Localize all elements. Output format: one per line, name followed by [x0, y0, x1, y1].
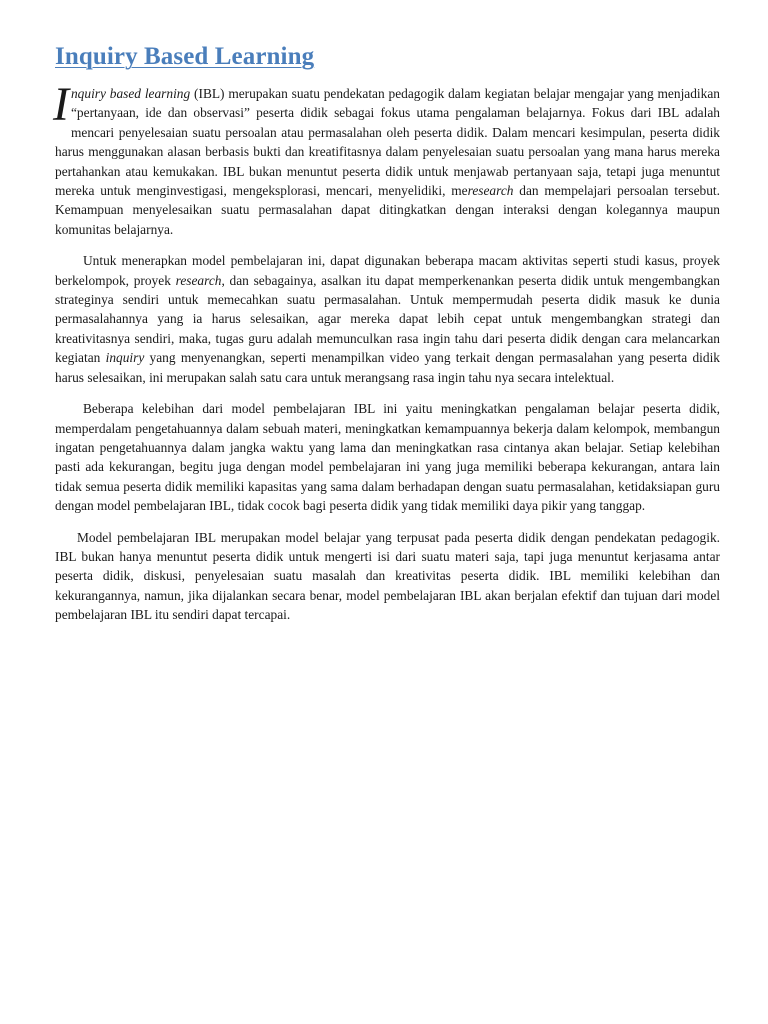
- italic-term-inquiry-based-learning: nquiry based learning: [70, 86, 191, 101]
- paragraph-3-text: Beberapa kelebihan dari model pembelajaran IBL ini yaitu meningkatkan pengalaman belajar peserta didik, memperdalam pengetahuannya dalam sebuah materi, meningkatkan kemampuannya bekerja dalam kelompok, membangun ingatan pengetahuannya dalam jangka waktu yang lama dan meningkatkan rasa cintanya akan belajar. Setiap kelebihan pasti ada kekurangan, begitu juga dengan model pembelajaran ini yang juga memiliki beberapa kekurangan, antara lain tidak semua peserta didik memiliki kapasitas yang sama dalam berhadapan dengan suatu permasalahan, ketidaksiapan guru dengan model pembelajaran IBL, tidak cocok bagi peserta didik yang tidak memiliki daya pikir yang tanggap.: [55, 401, 720, 514]
- paragraph-4-text: Model pembelajaran IBL merupakan model belajar yang terpusat pada peserta didik dengan pendekatan pedagogik. IBL bukan hanya menuntut peserta didik untuk mengerti isi dari suatu materi saja, tapi juga menuntut kerjasama antar peserta didik, diskusi, penyelesaian suatu masalah dan kreativitas peserta didik. IBL memiliki kelebihan dan kekurangannya, namun, jika dijalankan secara benar, model pembelajaran IBL akan berjalan efektif dan tujuan dari model pembelajaran IBL itu sendiri dapat tercapai.: [55, 529, 720, 623]
- document-page: [55, 42, 720, 637]
- page-title: Inquiry Based Learning: [55, 43, 315, 70]
- italic-term-inquiry: inquiry: [105, 350, 145, 366]
- paragraph-2-text-a: Untuk menerapkan model pembelajaran ini, dapat digunakan beberapa macam aktivitas seperti studi kasus, proyek berkelompok, proyek: [55, 253, 720, 288]
- drop-cap: I: [53, 78, 69, 131]
- paragraph-3: [55, 399, 720, 515]
- italic-term-research: research: [467, 183, 514, 199]
- italic-term-research: research: [175, 272, 222, 288]
- paragraph-1-text-b: dan mempelajari persoalan tersebut. Kemampuan menyelesaikan suatu permasalahan dapat ditingkatkan dengan interaksi dengan kolegannya maupun komunitas belajarnya.: [55, 183, 720, 237]
- paragraph-2-text-c: yang menyenangkan, seperti menampilkan video yang terkait dengan permasalahan yang peserta didik harus selesaikan, ini merupakan salah satu cara untuk merangsang rasa ingin tahu nya secara intelektual.: [55, 350, 720, 385]
- paragraph-2-text-b: , dan sebagainya, asalkan itu dapat memperkenankan peserta didik untuk mengembangkan strateginya sendiri untuk memecahkan suatu permasalahan. Untuk mempermudah peserta didik masuk ke dunia permasalahannya yang ia harus selesaikan, agar mereka dapat lebih cepat untuk mengembangkan strategi dan kreativitasnya sendiri, maka, tugas guru adalah memunculkan rasa ingin tahu dari peserta didik dengan cara melancarkan kegiatan: [55, 272, 720, 366]
- paragraph-1: [53, 78, 720, 239]
- paragraph-4: [55, 528, 720, 625]
- paragraph-1-text-a: (IBL) merupakan suatu pendekatan pedagogik dalam kegiatan belajar mengajar yang menjadikan “pertanyaan, ide dan observasi” peserta didik sebagai fokus utama pengalaman belajarnya. Fokus dari IBL adalah mencari penyelesaian suatu persoalan atau permasalahan oleh peserta didik. Dalam mencari kesimpulan, peserta didik harus menggunakan alasan berbasis bukti dan kreatifitasnya dalam penyelesaian suatu persoalan yang mana harus mereka pertahankan atau kemukakan. IBL bukan menuntut peserta didik untuk menjawab pertanyaan saja, tetapi juga menuntut mereka untuk menginvestigasi, mengeksplorasi, mencari, menyelidiki, me: [55, 86, 720, 199]
- paragraph-2: [55, 251, 720, 387]
